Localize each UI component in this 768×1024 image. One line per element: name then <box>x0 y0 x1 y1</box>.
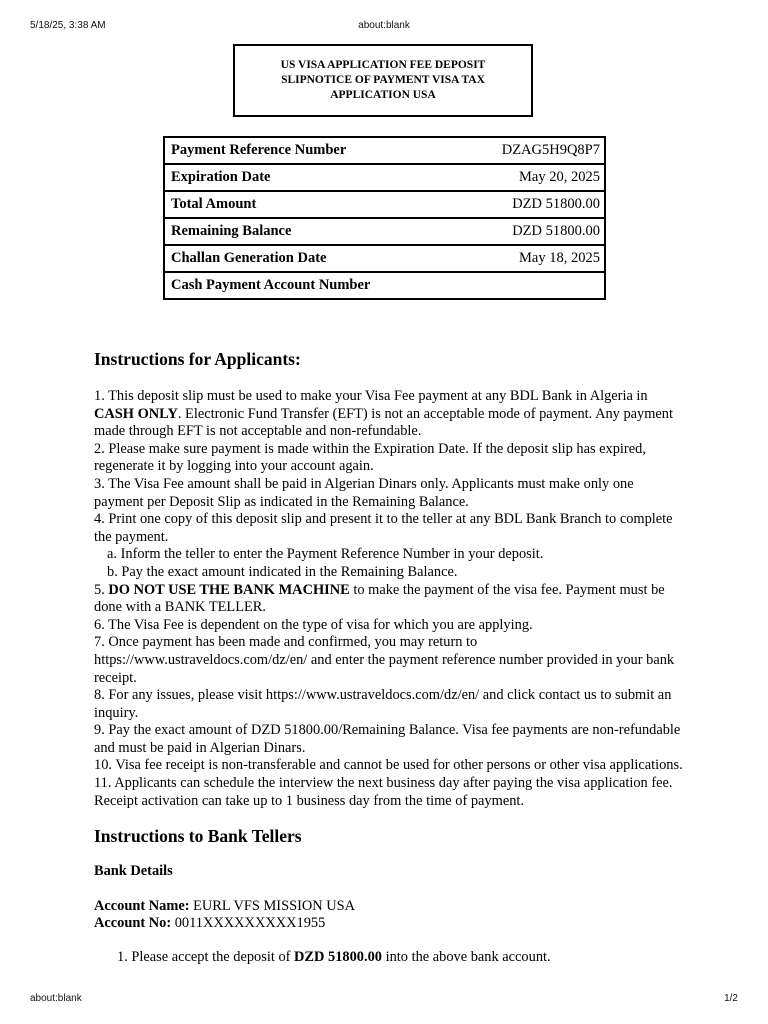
row-label: Payment Reference Number <box>164 137 454 164</box>
table-row <box>164 218 605 245</box>
instruction-item: 9. Pay the exact amount of DZD 51800.00/Remaining Balance. Visa fee payments are non-refundable and must be paid in Algerian Dinars. <box>94 722 681 756</box>
row-value: DZD 51800.00 <box>454 218 605 245</box>
page-number: 1/2 <box>724 993 738 1004</box>
row-value: DZD 51800.00 <box>454 191 605 218</box>
row-label: Total Amount <box>164 191 454 218</box>
instruction-subitem: a. Inform the teller to enter the Payment Reference Number in your deposit. <box>107 546 544 563</box>
instruction-item: 4. Print one copy of this deposit slip and present it to the teller at any BDL Bank Branch to complete the payment. <box>94 511 673 545</box>
instruction-subitem: b. Pay the exact amount indicated in the Remaining Balance. <box>107 563 458 580</box>
instruction-item: 6. The Visa Fee is dependent on the type of visa for which you are applying. <box>94 616 533 633</box>
bank-machine-warning: DO NOT USE THE BANK MACHINE <box>108 581 350 598</box>
account-number <box>94 915 684 932</box>
table-row <box>164 245 605 272</box>
deposit-amount: DZD 51800.00 <box>294 948 382 965</box>
instruction-item: 3. The Visa Fee amount shall be paid in Algerian Dinars only. Applicants must make only one payment per Deposit Slip as indicated in the Remaining Balance. <box>94 475 634 510</box>
row-value: May 18, 2025 <box>454 245 605 272</box>
account-no-value: 0011XXXXXXXXX1955 <box>171 914 326 931</box>
table-row <box>164 191 605 218</box>
payment-summary-table <box>163 136 606 300</box>
print-url: about:blank <box>358 20 410 31</box>
teller-instruction-item: 1. Please accept the deposit of DZD 51800.00 into the above bank account. <box>117 948 551 965</box>
instruction-item: 1. This deposit slip must be used to make your Visa Fee payment at any BDL Bank in Algeria in CASH ONLY. Electronic Fund Transfer (EFT) is not an acceptable mode of payment. Any payment made through EFT is not acceptable and non-refundable. <box>94 388 673 440</box>
footer-url: about:blank <box>30 993 82 1004</box>
row-value: DZAG5H9Q8P7 <box>454 137 605 164</box>
teller-instructions-heading: Instructions to Bank Tellers <box>94 826 302 847</box>
instruction-item: 2. Please make sure payment is made within the Expiration Date. If the deposit slip has expired, regenerate it by logging into your account again. <box>94 440 646 475</box>
account-no-label: Account No: <box>94 914 172 931</box>
instruction-item: 5. DO NOT USE THE BANK MACHINE to make the payment of the visa fee. Payment must be done with a BANK TELLER. <box>94 581 665 616</box>
table-row <box>164 137 605 164</box>
cash-only-emphasis: CASH ONLY <box>94 405 178 422</box>
row-value <box>454 272 605 299</box>
instruction-item: 8. For any issues, please visit https://www.ustraveldocs.com/dz/en/ and click contact us to submit an inquiry. <box>94 687 672 721</box>
row-label: Challan Generation Date <box>164 245 454 272</box>
document-title: US VISA APPLICATION FEE DEPOSIT SLIPNOTICE OF PAYMENT VISA TAX APPLICATION USA <box>233 44 533 117</box>
row-value: May 20, 2025 <box>454 164 605 191</box>
applicant-instructions-heading: Instructions for Applicants: <box>94 349 301 369</box>
instruction-item: 11. Applicants can schedule the interview the next business day after paying the visa application fee. Receipt activation can take up to 1 business day from the time of payment. <box>94 775 673 809</box>
row-label: Remaining Balance <box>164 218 454 245</box>
bank-details-heading: Bank Details <box>94 863 173 880</box>
instructions-section <box>94 348 684 966</box>
table-row <box>164 272 605 299</box>
print-date: 5/18/25, 3:38 AM <box>30 20 106 31</box>
instruction-item: 10. Visa fee receipt is non-transferable and cannot be used for other persons or other visa applications. <box>94 757 683 774</box>
account-name-value: EURL VFS MISSION USA <box>189 897 356 914</box>
instruction-item: 7. Once payment has been made and confirmed, you may return to https://www.ustraveldocs.com/dz/en/ and enter the payment reference number provided in your bank receipt. <box>94 634 675 686</box>
row-label: Cash Payment Account Number <box>164 272 454 299</box>
account-name <box>94 898 684 915</box>
row-label: Expiration Date <box>164 164 454 191</box>
table-row <box>164 164 605 191</box>
account-name-label: Account Name: <box>94 897 190 914</box>
